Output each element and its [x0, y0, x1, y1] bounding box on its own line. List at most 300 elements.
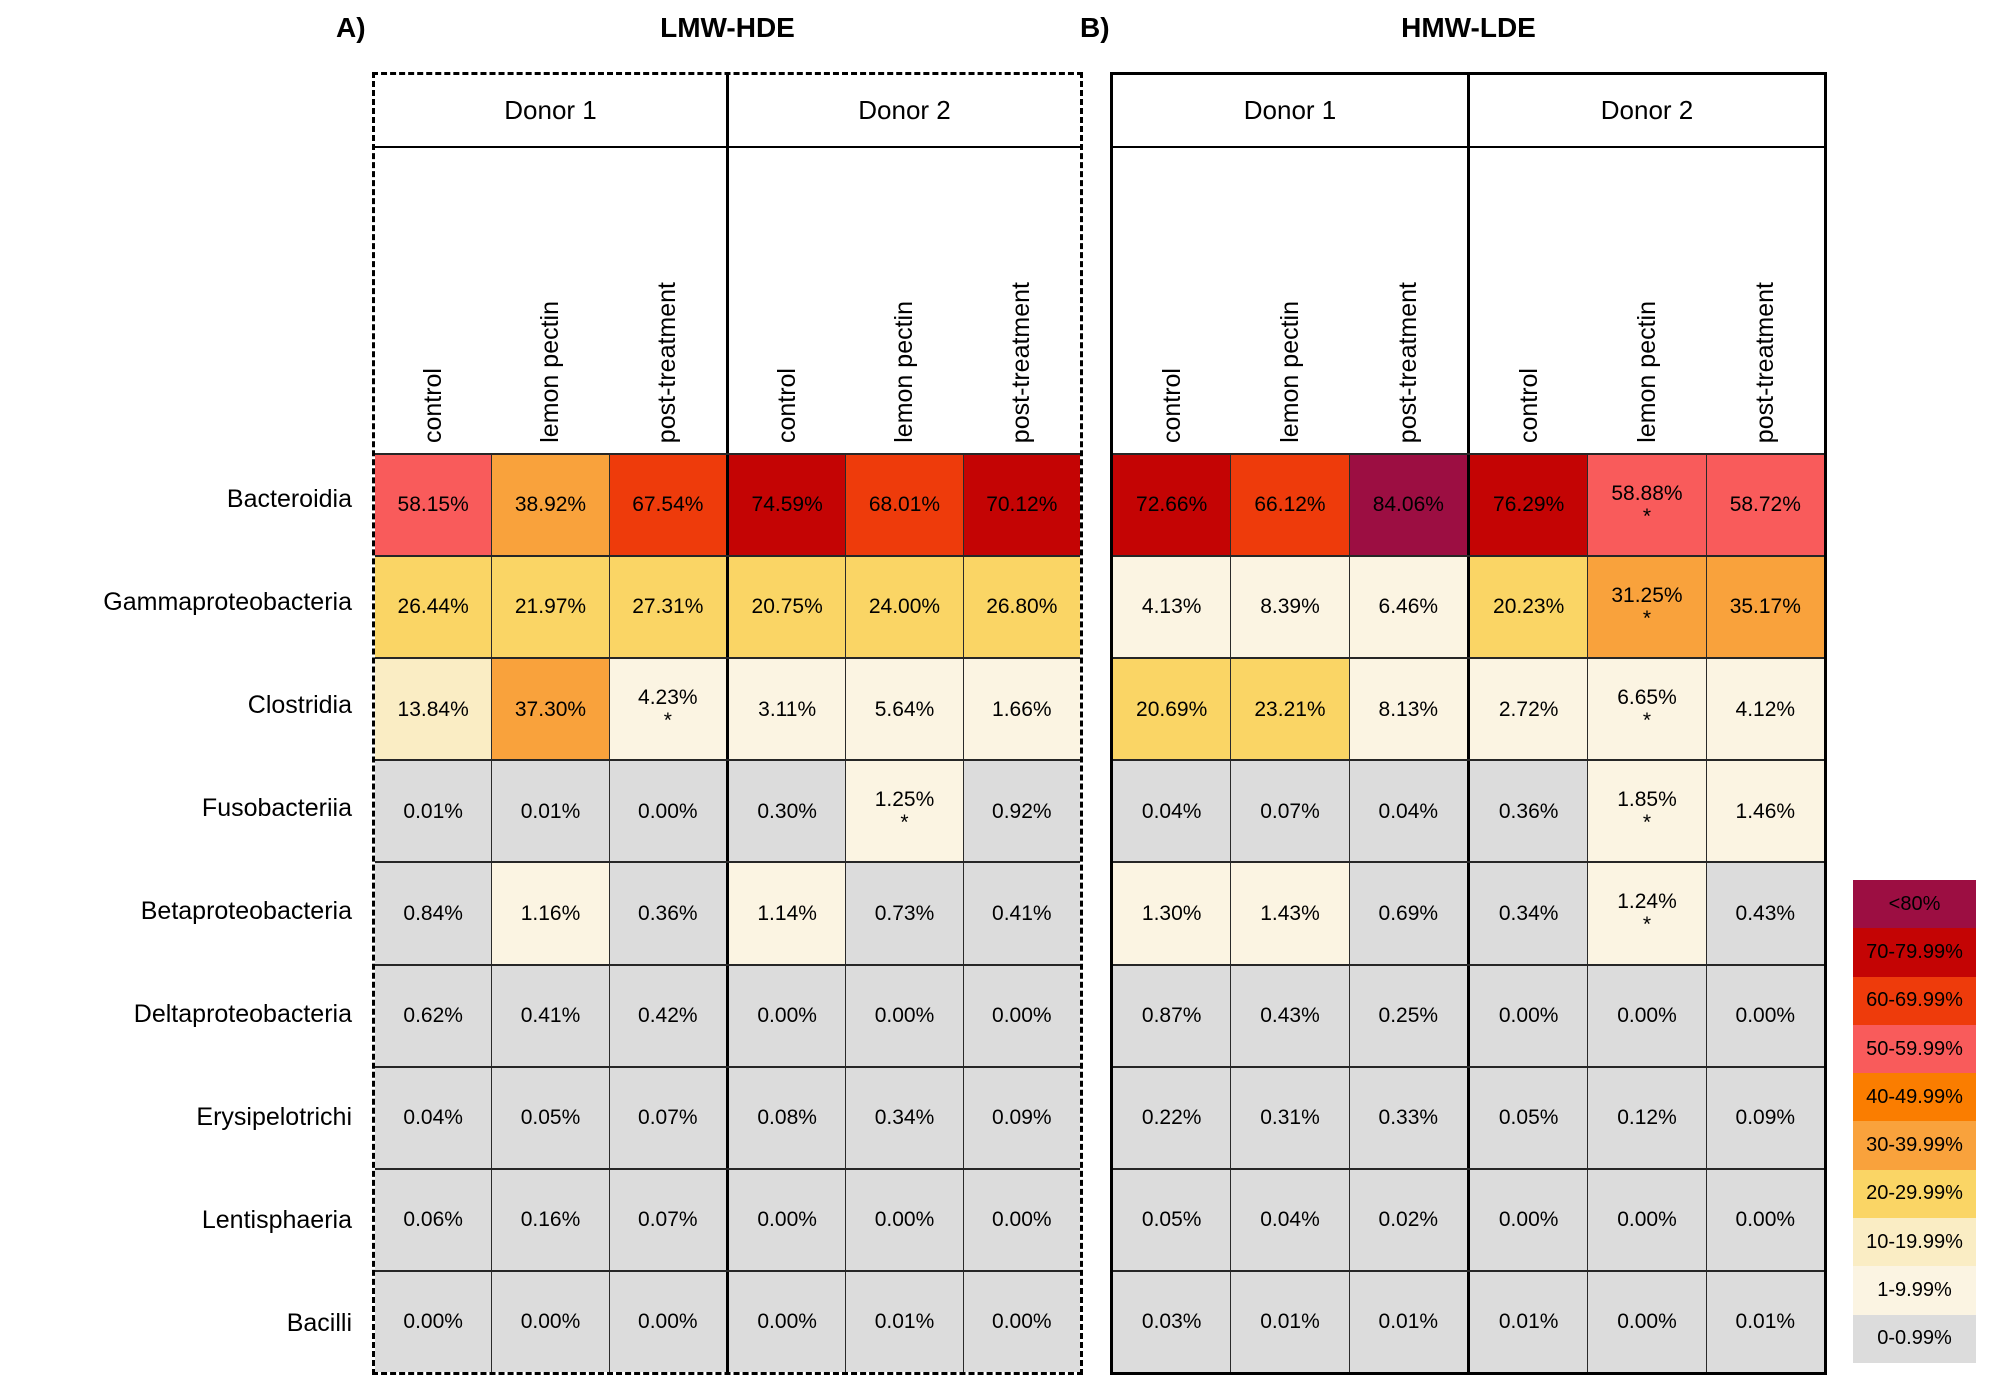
panel-b-label: B) [1080, 12, 1110, 43]
heatmap-cell [610, 557, 729, 657]
cell-value: 0.36% [638, 901, 698, 925]
donor-header-row [1113, 75, 1824, 148]
cell-value: 0.01% [1260, 1310, 1320, 1334]
cell-value: 0.01% [1735, 1310, 1796, 1334]
cell-value: 0.34% [874, 1105, 935, 1129]
cell-value: 0.00% [1617, 1003, 1677, 1027]
color-legend [1853, 880, 1976, 1363]
cell-value: 0.09% [1735, 1105, 1796, 1129]
cell-value: 1.16% [520, 901, 581, 925]
cell-value: 0.22% [1141, 1105, 1202, 1129]
cell-value: 0.00% [1735, 1208, 1796, 1232]
asterisk-marker: * [1642, 505, 1652, 529]
treatment-header [1113, 148, 1231, 453]
heatmap-cell [610, 1272, 729, 1372]
table-row [1113, 657, 1824, 759]
heatmap-cell [1231, 659, 1349, 759]
heatmap-cell [492, 1272, 609, 1372]
cell-value: 8.39% [1260, 595, 1320, 619]
cell-value: 1.66% [992, 697, 1052, 721]
cell-value: 0.00% [1498, 1208, 1559, 1232]
table-row [375, 759, 1080, 861]
heatmap-cell [1588, 1272, 1706, 1372]
cell-value: 0.92% [992, 799, 1052, 823]
cell-value: 0.00% [1498, 1003, 1559, 1027]
legend-item: 30-39.99% [1853, 1121, 1976, 1169]
cell-value: 0.00% [1735, 1003, 1796, 1027]
heatmap-cell [1350, 1068, 1470, 1168]
heatmap-cell [1588, 1170, 1706, 1270]
cell-value: 4.12% [1735, 697, 1796, 721]
cell-value: 0.02% [1378, 1208, 1439, 1232]
cell-value: 0.01% [874, 1310, 935, 1334]
table-row [375, 1066, 1080, 1168]
heatmap-cell [1350, 455, 1470, 555]
cell-value: 0.62% [403, 1003, 463, 1027]
cell-value: 0.00% [757, 1310, 817, 1334]
cell-value: 0.05% [1498, 1105, 1559, 1129]
cell-value: 2.72% [1498, 697, 1559, 721]
heatmap-cell [1113, 455, 1231, 555]
heatmap-cell [610, 761, 729, 861]
heatmap-cell [492, 863, 609, 963]
treatment-header-label: post-treatment [1393, 281, 1422, 443]
heatmap-cell [375, 1272, 492, 1372]
treatment-header [492, 148, 609, 453]
heatmap-cell [1231, 557, 1349, 657]
cell-value: 0.00% [1617, 1310, 1677, 1334]
treatment-header [1349, 148, 1470, 453]
heatmap-cell [492, 557, 609, 657]
cell-value: 0.00% [992, 1208, 1052, 1232]
donor-header: Donor 2 [858, 95, 951, 125]
heatmap-cell [1707, 557, 1824, 657]
heatmap-cell [729, 1272, 846, 1372]
cell-value: 0.31% [1260, 1105, 1320, 1129]
cell-value: 0.07% [638, 1105, 698, 1129]
cell-value: 0.00% [874, 1003, 935, 1027]
heatmap-cell [964, 1170, 1080, 1270]
heatmap-cell [846, 761, 963, 861]
cell-value: 58.72% [1729, 493, 1801, 517]
table-row [375, 861, 1080, 963]
heatmap-cell [492, 659, 609, 759]
heatmap-cell [1588, 659, 1706, 759]
donor-header: Donor 1 [1113, 75, 1470, 146]
heatmap-cell [1350, 1272, 1470, 1372]
heatmap-cell [1470, 455, 1588, 555]
panel-a-label: A) [336, 12, 366, 43]
heatmap-cell [1113, 1170, 1231, 1270]
heatmap-cell [729, 863, 846, 963]
panel-a-table [372, 72, 1083, 1375]
heatmap-cell [1231, 455, 1349, 555]
treatment-header-label: lemon pectin [536, 301, 564, 443]
heatmap-cell [375, 1068, 492, 1168]
treatment-header [963, 148, 1080, 453]
heatmap-cell [610, 1170, 729, 1270]
heatmap-cell [964, 1068, 1080, 1168]
cell-value: 27.31% [632, 595, 704, 619]
asterisk-marker: * [663, 709, 672, 733]
treatment-header-label: lemon pectin [890, 301, 918, 443]
legend-item: 70-79.99% [1853, 928, 1976, 976]
cell-value: 0.01% [1378, 1310, 1439, 1334]
cell-value: 4.23% [638, 685, 698, 709]
donor-header: Donor 2 [1600, 95, 1694, 125]
heatmap-cell [1231, 966, 1349, 1066]
cell-value: 1.46% [1735, 799, 1796, 823]
cell-value: 0.06% [403, 1208, 463, 1232]
heatmap-cell [1588, 761, 1706, 861]
treatment-header [1231, 148, 1349, 453]
heatmap-cell [1470, 761, 1588, 861]
heatmap-cell [1707, 863, 1824, 963]
cell-value: 23.21% [1254, 697, 1326, 721]
heatmap-cell [1350, 557, 1470, 657]
heatmap-cell [1350, 863, 1470, 963]
heatmap-cell [1350, 1170, 1470, 1270]
cell-value: 0.09% [992, 1105, 1052, 1129]
cell-value: 24.00% [868, 595, 941, 619]
heatmap-cell [964, 863, 1080, 963]
cell-value: 0.25% [1378, 1003, 1439, 1027]
table-row [375, 1270, 1080, 1372]
heatmap-cell [1588, 455, 1706, 555]
heatmap-cell [846, 1170, 963, 1270]
table-row [375, 453, 1080, 555]
cell-value: 0.00% [520, 1310, 581, 1334]
legend-item: 10-19.99% [1853, 1218, 1976, 1266]
heatmap-cell [964, 966, 1080, 1066]
table-row [1113, 1168, 1824, 1270]
cell-value: 8.13% [1378, 697, 1439, 721]
cell-value: 0.03% [1141, 1310, 1202, 1334]
table-row [375, 555, 1080, 657]
heatmap-cell [729, 1170, 846, 1270]
treatment-header [375, 148, 492, 453]
cell-value: 0.36% [1498, 799, 1559, 823]
cell-value: 35.17% [1729, 595, 1801, 619]
cell-value: 1.43% [1260, 901, 1320, 925]
row-label: Betaproteobacteria [140, 897, 352, 925]
cell-value: 0.73% [874, 901, 935, 925]
heatmap-cell [492, 455, 609, 555]
heatmap-cell [492, 761, 609, 861]
asterisk-marker: * [900, 811, 909, 835]
heatmap-cell [1350, 659, 1470, 759]
heatmap-cell [1588, 966, 1706, 1066]
donor-header: Donor 1 [375, 75, 729, 146]
heatmap-cell [1231, 1068, 1349, 1168]
heatmap-cell [1113, 863, 1231, 963]
cell-value: 0.04% [1141, 799, 1202, 823]
treatment-header [609, 148, 729, 453]
cell-value: 20.23% [1493, 595, 1565, 619]
cell-value: 26.44% [397, 595, 469, 619]
cell-value: 0.00% [403, 1310, 463, 1334]
table-row [1113, 1066, 1824, 1168]
heatmap-cell [375, 1170, 492, 1270]
heatmap-cell [610, 863, 729, 963]
legend-item: 60-69.99% [1853, 977, 1976, 1025]
cell-value: 0.41% [520, 1003, 581, 1027]
heatmap-cell [375, 761, 492, 861]
cell-value: 0.12% [1617, 1105, 1677, 1129]
cell-value: 0.00% [638, 799, 698, 823]
treatment-header [1588, 148, 1706, 453]
cell-value: 67.54% [632, 493, 704, 517]
cell-value: 0.05% [1141, 1208, 1202, 1232]
treatment-header-label: post-treatment [653, 281, 681, 443]
row-label: Bacteroidia [226, 485, 352, 513]
row-label: Clostridia [247, 691, 352, 719]
heatmap-cell [375, 557, 492, 657]
table-row [375, 1168, 1080, 1270]
row-label: Bacilli [286, 1309, 352, 1337]
heatmap-cell [964, 761, 1080, 861]
heatmap-cell [1707, 761, 1824, 861]
asterisk-marker: * [1642, 607, 1652, 631]
heatmap-cell [1350, 966, 1470, 1066]
heatmap-cell [610, 659, 729, 759]
cell-value: 0.30% [757, 799, 817, 823]
cell-value: 4.13% [1141, 595, 1202, 619]
heatmap-cell [1707, 966, 1824, 1066]
table-row [1113, 1270, 1824, 1372]
cell-value: 38.92% [514, 493, 587, 517]
cell-value: 72.66% [1136, 493, 1208, 517]
heatmap-cell [1470, 1170, 1588, 1270]
asterisk-marker: * [1642, 811, 1652, 835]
cell-value: 0.69% [1378, 901, 1439, 925]
cell-value: 0.00% [992, 1310, 1052, 1334]
heatmap-cell [1231, 761, 1349, 861]
cell-value: 0.04% [403, 1105, 463, 1129]
treatment-header-label: post-treatment [1007, 281, 1035, 443]
cell-value: 0.01% [403, 799, 463, 823]
panel-a-title: LMW-HDE [660, 12, 795, 43]
table-row [375, 657, 1080, 759]
heatmap-cell [729, 761, 846, 861]
cell-value: 20.75% [751, 595, 823, 619]
cell-value: 74.59% [751, 493, 823, 517]
cell-value: 84.06% [1372, 493, 1444, 517]
heatmap-cell [729, 557, 846, 657]
heatmap-cell [375, 863, 492, 963]
treatment-header-label: control [1514, 367, 1543, 443]
heatmap-cell [1707, 455, 1824, 555]
heatmap-cell [1113, 1272, 1231, 1372]
heatmap-cell [610, 966, 729, 1066]
heatmap-cell [1113, 1068, 1231, 1168]
cell-value: 6.46% [1378, 595, 1439, 619]
cell-value: 37.30% [514, 697, 587, 721]
treatment-header-label: control [419, 367, 447, 443]
cell-value: 0.84% [403, 901, 463, 925]
cell-value: 26.80% [986, 595, 1058, 619]
legend-item: 0-0.99% [1853, 1315, 1976, 1363]
cell-value: 0.00% [992, 1003, 1052, 1027]
cell-value: 66.12% [1254, 493, 1326, 517]
heatmap-cell [964, 659, 1080, 759]
treatment-header [729, 148, 846, 453]
heatmap-cell [729, 455, 846, 555]
cell-value: 0.07% [1260, 799, 1320, 823]
row-label: Lentisphaeria [201, 1206, 352, 1234]
cell-value: 1.25% [874, 787, 935, 811]
heatmap-cell [1470, 557, 1588, 657]
cell-value: 20.69% [1136, 697, 1208, 721]
heatmap-cell [729, 659, 846, 759]
row-label: Deltaproteobacteria [133, 1000, 352, 1028]
heatmap-cell [964, 1272, 1080, 1372]
heatmap-cell [846, 966, 963, 1066]
cell-value: 0.42% [638, 1003, 698, 1027]
cell-value: 0.33% [1378, 1105, 1439, 1129]
cell-value: 0.00% [757, 1003, 817, 1027]
donor-header-row [375, 75, 1080, 148]
cell-value: 0.00% [874, 1208, 935, 1232]
table-row [1113, 964, 1824, 1066]
heatmap-cell [846, 557, 963, 657]
heatmap-cell [964, 557, 1080, 657]
heatmap-cell [492, 1068, 609, 1168]
asterisk-marker: * [1642, 709, 1652, 733]
cell-value: 0.08% [757, 1105, 817, 1129]
panel-b-table [1110, 72, 1827, 1375]
cell-value: 0.05% [520, 1105, 581, 1129]
cell-value: 0.00% [757, 1208, 817, 1232]
cell-value: 3.11% [758, 697, 817, 721]
heatmap-cell [1231, 1170, 1349, 1270]
heatmap-cell [1470, 1068, 1588, 1168]
cell-value: 13.84% [397, 697, 469, 721]
cell-value: 76.29% [1493, 493, 1565, 517]
heatmap-cell [1231, 1272, 1349, 1372]
cell-value: 1.24% [1617, 889, 1677, 913]
cell-value: 0.01% [520, 799, 581, 823]
heatmap-cell [492, 1170, 609, 1270]
heatmap-cell [1588, 1068, 1706, 1168]
legend-item: <80% [1853, 880, 1976, 928]
treatment-header [1706, 148, 1824, 453]
heatmap-cell [1113, 761, 1231, 861]
cell-value: 5.64% [874, 697, 935, 721]
cell-value: 0.16% [520, 1208, 581, 1232]
heatmap-cell [1588, 863, 1706, 963]
treatment-header-label: post-treatment [1750, 281, 1779, 443]
asterisk-marker: * [1642, 913, 1652, 937]
heatmap-cell [375, 659, 492, 759]
cell-value: 0.43% [1735, 901, 1796, 925]
panel-b-title: HMW-LDE [1401, 12, 1536, 43]
treatment-header-row [1113, 148, 1824, 453]
heatmap-cell [729, 966, 846, 1066]
heatmap-cell [846, 1068, 963, 1168]
heatmap-cell [1470, 863, 1588, 963]
cell-value: 0.87% [1141, 1003, 1202, 1027]
heatmap-cell [1231, 863, 1349, 963]
cell-value: 70.12% [986, 493, 1058, 517]
cell-value: 0.00% [1617, 1208, 1677, 1232]
cell-value: 58.88% [1611, 481, 1683, 505]
table-row [1113, 453, 1824, 555]
heatmap-cell [846, 455, 963, 555]
heatmap-cell [846, 1272, 963, 1372]
table-row [1113, 555, 1824, 657]
cell-value: 21.97% [514, 595, 587, 619]
heatmap-cell [1707, 1170, 1824, 1270]
table-row [1113, 759, 1824, 861]
heatmap-cell [375, 455, 492, 555]
cell-value: 0.04% [1378, 799, 1439, 823]
cell-value: 68.01% [868, 493, 941, 517]
legend-item: 1-9.99% [1853, 1266, 1976, 1314]
heatmap-cell [729, 1068, 846, 1168]
cell-value: 0.41% [992, 901, 1052, 925]
treatment-header [1470, 148, 1588, 453]
treatment-header-label: lemon pectin [1275, 301, 1304, 443]
heatmap-cell [846, 659, 963, 759]
row-label: Gammaproteobacteria [103, 588, 352, 616]
cell-value: 0.43% [1260, 1003, 1320, 1027]
treatment-header-label: lemon pectin [1632, 301, 1661, 443]
cell-value: 0.00% [638, 1310, 698, 1334]
treatment-header-row [375, 148, 1080, 453]
cell-value: 1.30% [1141, 901, 1202, 925]
heatmap-cell [610, 455, 729, 555]
row-label: Fusobacteriia [201, 794, 352, 822]
cell-value: 58.15% [397, 493, 469, 517]
heatmap-cell [1707, 1068, 1824, 1168]
cell-value: 1.85% [1617, 787, 1677, 811]
cell-value: 6.65% [1617, 685, 1677, 709]
heatmap-cell [1707, 1272, 1824, 1372]
heatmap-cell [1113, 557, 1231, 657]
heatmap-cell [1470, 1272, 1588, 1372]
heatmap-cell [964, 455, 1080, 555]
treatment-header-label: control [773, 367, 801, 443]
heatmap-cell [375, 966, 492, 1066]
treatment-header [846, 148, 963, 453]
cell-value: 1.14% [757, 901, 817, 925]
cell-value: 0.34% [1498, 901, 1559, 925]
row-label: Erysipelotrichi [196, 1103, 352, 1131]
heatmap-cell [1113, 659, 1231, 759]
heatmap-cell [1470, 966, 1588, 1066]
heatmap-cell [1707, 659, 1824, 759]
heatmap-cell [1470, 659, 1588, 759]
legend-item: 20-29.99% [1853, 1170, 1976, 1218]
heatmap-cell [492, 966, 609, 1066]
heatmap-cell [846, 863, 963, 963]
legend-item: 50-59.99% [1853, 1025, 1976, 1073]
heatmap-cell [1588, 557, 1706, 657]
heatmap-cell [1113, 966, 1231, 1066]
cell-value: 0.01% [1498, 1310, 1559, 1334]
cell-value: 31.25% [1611, 583, 1683, 607]
treatment-header-label: control [1157, 367, 1186, 443]
table-row [1113, 861, 1824, 963]
legend-item: 40-49.99% [1853, 1073, 1976, 1121]
table-row [375, 964, 1080, 1066]
heatmap-cell [1350, 761, 1470, 861]
cell-value: 0.04% [1260, 1208, 1320, 1232]
row-labels-column [0, 448, 360, 1375]
heatmap-cell [610, 1068, 729, 1168]
cell-value: 0.07% [638, 1208, 698, 1232]
